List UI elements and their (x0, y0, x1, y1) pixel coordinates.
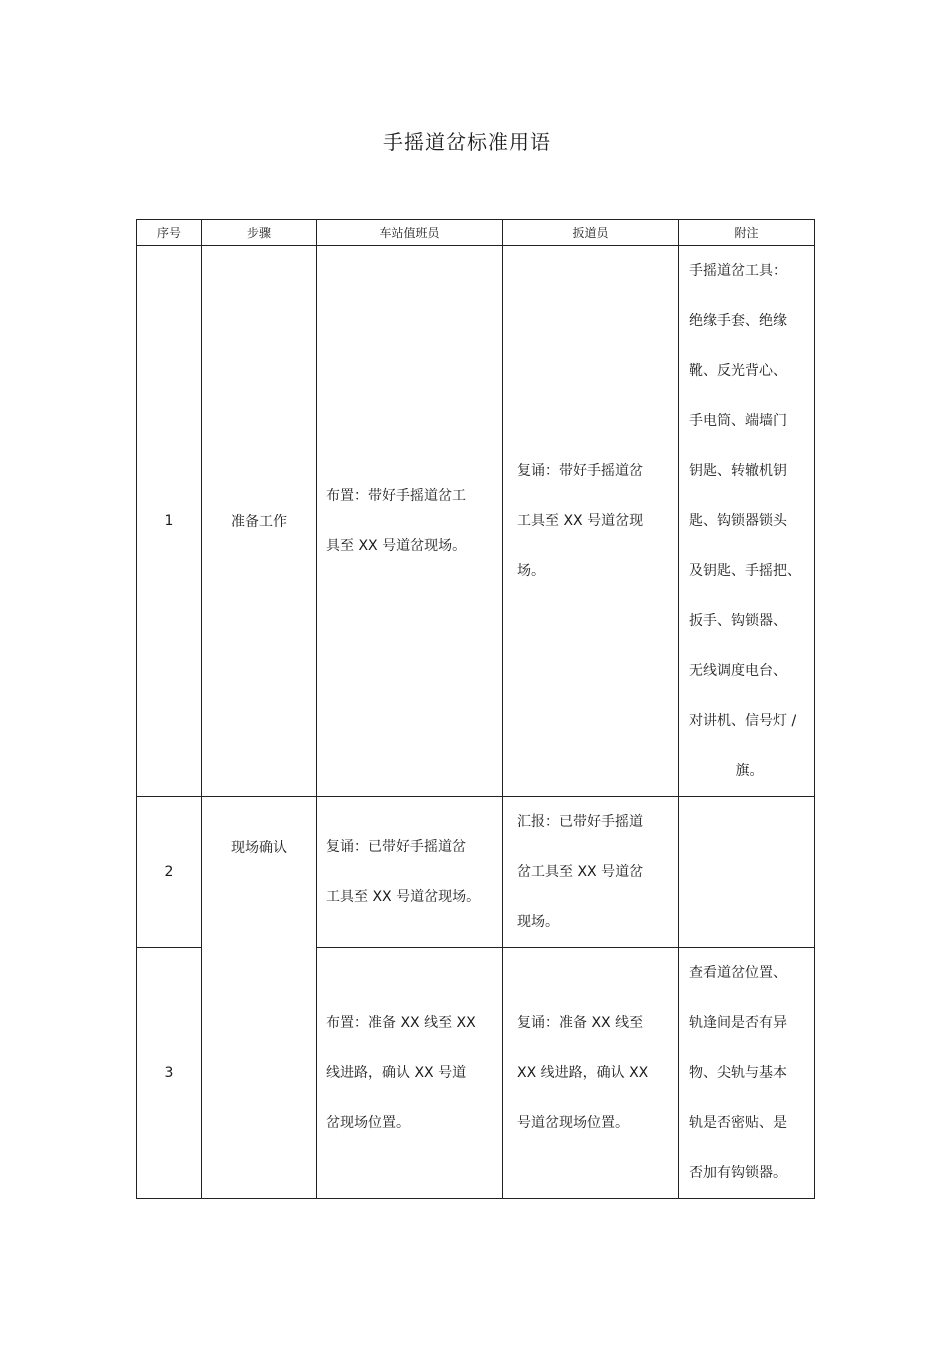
row-number: 3 (137, 948, 202, 1199)
switchman-text: 复诵：带好手摇道岔 工具至 XX 号道岔现 场。 (517, 463, 644, 579)
row-remarks-cell (679, 246, 815, 797)
remarks-text: 查看道岔位置、 轨逢间是否有异 物、尖轨与基本 轨是否密贴、是 否加有钩锁器。 (689, 965, 787, 1181)
row-step: 现场确认 (202, 797, 317, 1199)
row-number: 1 (137, 246, 202, 797)
row-duty-officer-cell (317, 246, 503, 797)
row-number: 2 (137, 797, 202, 948)
row-switchman-cell (503, 246, 679, 797)
header-number: 序号 (137, 220, 202, 246)
remarks-text: 手摇道岔工具： 绝缘手套、绝缘 靴、反光背心、 手电筒、端墙门 钥匙、转辙机钥 匙、钩锁器锁头 及钥匙、手摇把、 扳手、钩锁器、 无线调度电台、 对讲机、信号灯 / (689, 263, 801, 729)
row-switchman-cell (503, 797, 679, 948)
duty-officer-text: 复诵：已带好手摇道岔 工具至 XX 号道岔现场。 (326, 839, 481, 905)
header-step: 步骤 (202, 220, 317, 246)
row-remarks-cell (679, 948, 815, 1199)
duty-officer-text: 布置：带好手摇道岔工 具至 XX 号道岔现场。 (326, 488, 467, 554)
remarks-text-end: 旗。 (735, 763, 764, 779)
switchman-text: 复诵：准备 XX 线至 XX 线进路，确认 XX 号道岔现场位置。 (517, 1015, 649, 1131)
row-remarks-cell (679, 797, 815, 948)
duty-officer-text: 布置：准备 XX 线至 XX 线进路，确认 XX 号道 岔现场位置。 (326, 1015, 476, 1131)
table-row (137, 246, 815, 797)
table-header-row (137, 220, 815, 246)
row-step: 准备工作 (202, 246, 317, 797)
row-switchman-cell (503, 948, 679, 1199)
header-switchman: 扳道员 (503, 220, 679, 246)
page-title: 手摇道岔标准用语 (383, 130, 551, 154)
row-duty-officer-cell (317, 797, 503, 948)
table-row (137, 797, 815, 948)
header-station-duty-officer: 车站值班员 (317, 220, 503, 246)
standard-phrases-table (136, 219, 815, 1199)
row-duty-officer-cell (317, 948, 503, 1199)
header-remarks: 附注 (679, 220, 815, 246)
switchman-text: 汇报：已带好手摇道 岔工具至 XX 号道岔 现场。 (517, 814, 644, 930)
